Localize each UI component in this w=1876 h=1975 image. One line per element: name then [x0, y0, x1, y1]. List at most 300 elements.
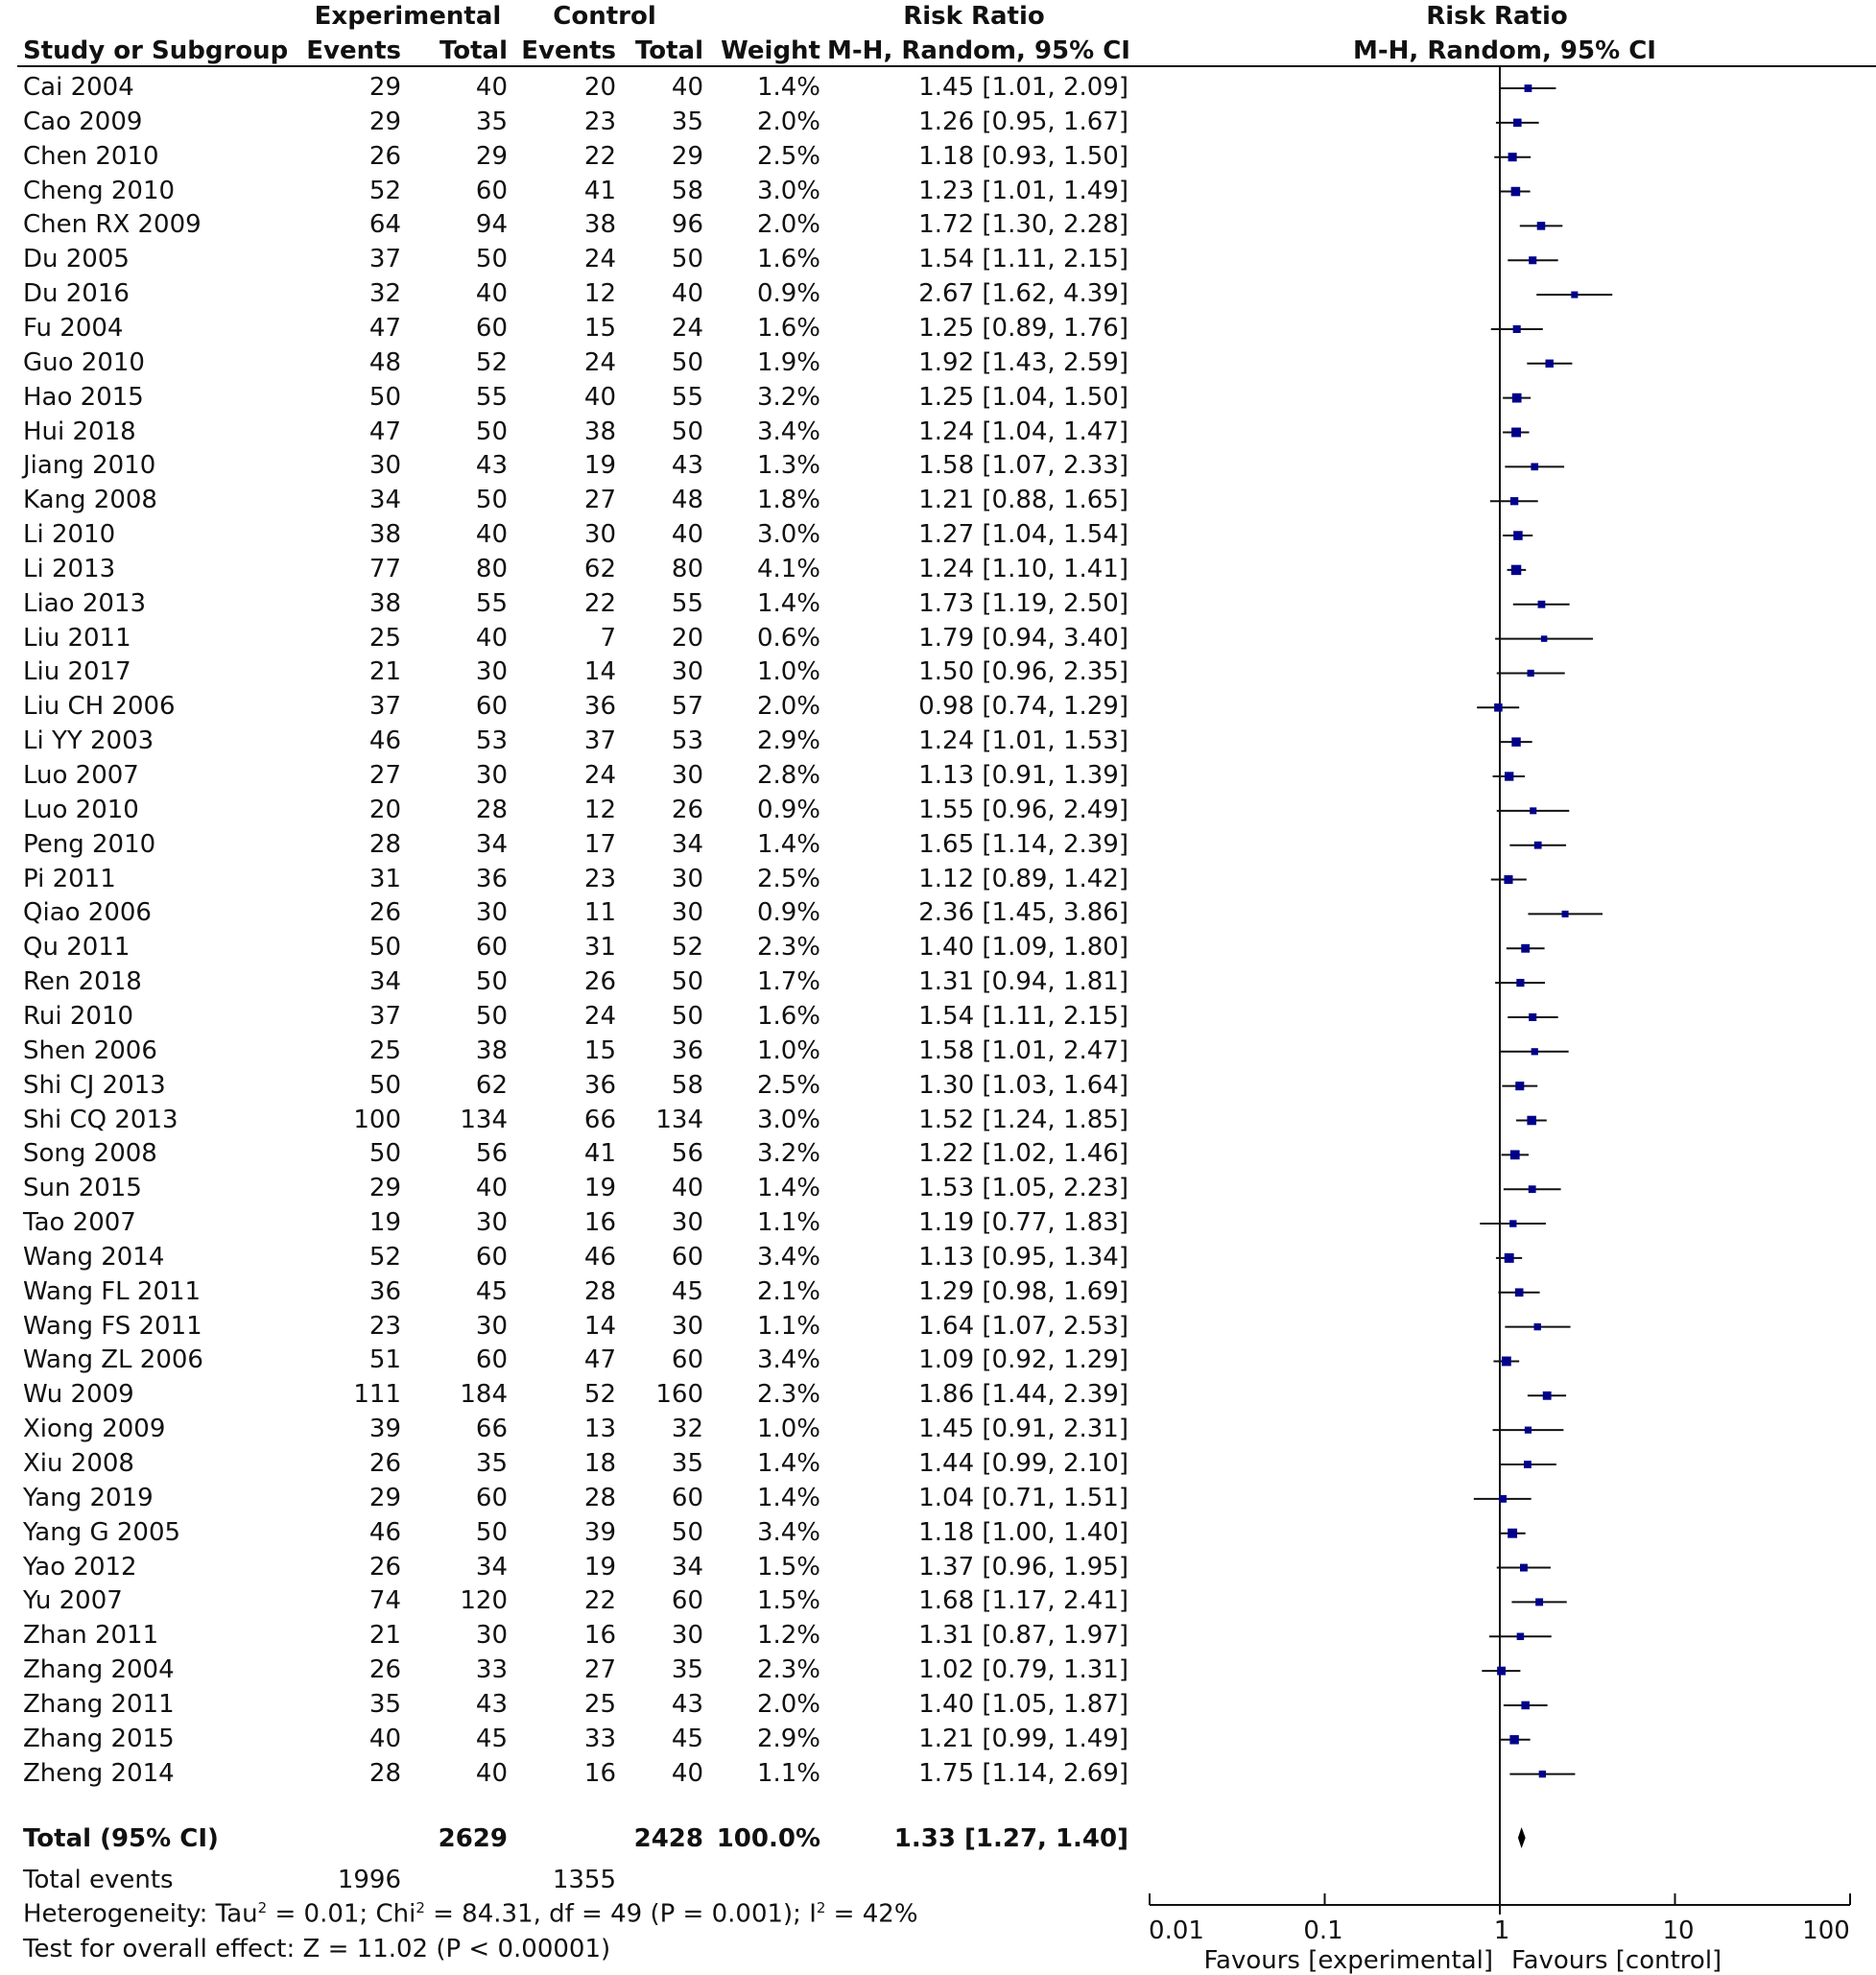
point-estimate-marker	[1539, 1771, 1546, 1777]
exp-total: 40	[475, 520, 508, 550]
ci-text: 1.52 [1.24, 1.85]	[918, 1105, 1128, 1134]
exp-events: 25	[368, 1035, 401, 1065]
exp-events: 35	[368, 1689, 401, 1719]
exp-events: 26	[368, 1655, 401, 1685]
study-name: Fu 2004	[23, 313, 124, 343]
point-estimate-marker	[1499, 1495, 1507, 1503]
ctrl-total: 60	[671, 1586, 703, 1616]
exp-total: 80	[475, 554, 508, 583]
ci-text: 1.29 [0.98, 1.69]	[918, 1276, 1128, 1306]
exp-events: 38	[368, 520, 401, 550]
point-estimate-marker	[1502, 1356, 1511, 1366]
study-name: Pi 2011	[23, 864, 116, 893]
exp-total: 60	[475, 176, 508, 205]
ctrl-events: 20	[583, 73, 616, 102]
ctrl-total: 50	[671, 1001, 703, 1031]
point-estimate-marker	[1508, 1529, 1517, 1538]
total-weight: 100.0%	[716, 1824, 820, 1853]
ci-text: 1.37 [0.96, 1.95]	[918, 1552, 1128, 1582]
ci-text: 1.50 [0.96, 2.35]	[918, 657, 1128, 687]
ctrl-events: 41	[583, 176, 616, 205]
ctrl-events: 12	[583, 795, 616, 824]
weight: 1.9%	[756, 347, 820, 377]
weight: 2.0%	[756, 210, 820, 240]
weight: 3.0%	[756, 176, 820, 205]
study-name: Zhang 2004	[23, 1655, 175, 1685]
ctrl-events: 23	[583, 864, 616, 893]
point-estimate-marker	[1524, 1461, 1532, 1468]
ci-text: 1.25 [0.89, 1.76]	[918, 313, 1128, 343]
ctrl-total: 50	[671, 347, 703, 377]
ctrl-events: 18	[583, 1449, 616, 1478]
ctrl-events: 28	[583, 1276, 616, 1306]
exp-events: 46	[368, 726, 401, 756]
ctrl-events: 36	[583, 1070, 616, 1100]
study-name: Chen RX 2009	[23, 210, 202, 240]
point-estimate-marker	[1527, 1116, 1536, 1126]
weight: 1.2%	[756, 1621, 820, 1651]
total-ci-text: 1.33 [1.27, 1.40]	[893, 1824, 1128, 1853]
tick-label-0.1: 0.1	[1303, 1916, 1343, 1945]
ctrl-events: 24	[583, 761, 616, 790]
study-name: Liu CH 2006	[23, 692, 176, 722]
exp-events: 23	[368, 1311, 401, 1341]
exp-events: 111	[353, 1380, 401, 1410]
total-ctrl-events: 1355	[552, 1866, 616, 1894]
total-exp-events: 1996	[337, 1866, 401, 1894]
exp-total: 28	[475, 795, 508, 824]
study-name: Du 2016	[23, 279, 130, 309]
weight: 1.1%	[756, 1208, 820, 1238]
exp-events-column-header: Events	[306, 36, 401, 65]
study-name: Wu 2009	[23, 1380, 134, 1410]
weight: 2.8%	[756, 761, 820, 790]
exp-events: 100	[353, 1105, 401, 1134]
ctrl-events: 16	[583, 1208, 616, 1238]
ci-text: 1.30 [1.03, 1.64]	[918, 1070, 1128, 1100]
exp-total: 40	[475, 1758, 508, 1788]
ci-text: 1.65 [1.14, 2.39]	[918, 829, 1128, 859]
weight: 2.0%	[756, 107, 820, 136]
ctrl-total: 50	[671, 1517, 703, 1547]
ctrl-total: 43	[671, 451, 703, 481]
weight: 1.6%	[756, 313, 820, 343]
ctrl-total: 34	[671, 829, 703, 859]
point-estimate-marker	[1525, 1427, 1532, 1434]
exp-events: 29	[368, 1483, 401, 1512]
exp-events: 29	[368, 1174, 401, 1203]
point-estimate-marker	[1510, 1150, 1520, 1159]
point-estimate-marker	[1517, 1632, 1525, 1640]
ctrl-events: 26	[583, 967, 616, 997]
ctrl-total: 55	[671, 382, 703, 412]
exp-events: 28	[368, 1758, 401, 1788]
ctrl-events: 62	[583, 554, 616, 583]
ci-text: 1.68 [1.17, 2.41]	[918, 1586, 1128, 1616]
study-name: Wang FS 2011	[23, 1311, 202, 1341]
ctrl-events: 14	[583, 1311, 616, 1341]
ci-text: 1.58 [1.07, 2.33]	[918, 451, 1128, 481]
ci-text: 1.64 [1.07, 2.53]	[918, 1311, 1128, 1341]
study-name: Chen 2010	[23, 141, 159, 171]
exp-total: 50	[475, 245, 508, 274]
ci-text: 1.22 [1.02, 1.46]	[918, 1139, 1128, 1169]
weight-column-header: Weight	[721, 36, 820, 65]
point-estimate-marker	[1537, 222, 1546, 230]
weight: 1.3%	[756, 451, 820, 481]
ctrl-total: 40	[671, 73, 703, 102]
point-estimate-marker	[1534, 842, 1542, 849]
ctrl-total: 80	[671, 554, 703, 583]
exp-events: 48	[368, 347, 401, 377]
risk-ratio-text-header: Risk Ratio	[903, 2, 1045, 31]
point-estimate-marker	[1538, 601, 1546, 608]
ctrl-events: 52	[583, 1380, 616, 1410]
ctrl-total: 36	[671, 1035, 703, 1065]
ctrl-total: 35	[671, 1449, 703, 1478]
weight: 3.2%	[756, 1139, 820, 1169]
exp-events: 40	[368, 1724, 401, 1753]
study-name: Li 2010	[23, 520, 116, 550]
exp-total: 40	[475, 279, 508, 309]
ctrl-total: 40	[671, 1758, 703, 1788]
ctrl-total: 24	[671, 313, 703, 343]
exp-total: 50	[475, 1001, 508, 1031]
weight: 2.1%	[756, 1276, 820, 1306]
point-estimate-marker	[1497, 1667, 1506, 1676]
study-name: Rui 2010	[23, 1001, 134, 1031]
point-estimate-marker	[1511, 187, 1521, 197]
weight: 3.4%	[756, 1517, 820, 1547]
ctrl-total: 53	[671, 726, 703, 756]
ctrl-total: 40	[671, 520, 703, 550]
exp-total: 56	[475, 1139, 508, 1169]
weight: 1.0%	[756, 657, 820, 687]
ctrl-events: 27	[583, 486, 616, 515]
weight: 1.4%	[756, 588, 820, 618]
ctrl-events: 33	[583, 1724, 616, 1753]
weight: 1.0%	[756, 1415, 820, 1444]
point-estimate-marker	[1511, 737, 1520, 746]
exp-total: 40	[475, 623, 508, 653]
exp-total: 35	[475, 107, 508, 136]
ci-text: 1.27 [1.04, 1.54]	[918, 520, 1128, 550]
exp-total: 45	[475, 1276, 508, 1306]
exp-total: 43	[475, 451, 508, 481]
point-estimate-marker	[1532, 1048, 1538, 1055]
exp-total: 30	[475, 1208, 508, 1238]
weight: 2.3%	[756, 933, 820, 963]
ctrl-total: 30	[671, 1311, 703, 1341]
study-name: Liu 2011	[23, 623, 131, 653]
weight: 2.0%	[756, 1689, 820, 1719]
study-name: Ren 2018	[23, 967, 142, 997]
ctrl-total: 40	[671, 1174, 703, 1203]
ctrl-events: 36	[583, 692, 616, 722]
study-name: Luo 2007	[23, 761, 139, 790]
study-name: Yao 2012	[23, 1552, 137, 1582]
weight: 3.2%	[756, 382, 820, 412]
ctrl-total: 35	[671, 107, 703, 136]
exp-events: 29	[368, 107, 401, 136]
ctrl-events: 47	[583, 1345, 616, 1375]
weight: 1.4%	[756, 1174, 820, 1203]
ctrl-total: 35	[671, 1655, 703, 1685]
study-name: Shi CQ 2013	[23, 1105, 178, 1134]
ctrl-total: 60	[671, 1483, 703, 1512]
favours-control-label: Favours [control]	[1511, 1946, 1722, 1975]
ctrl-total: 57	[671, 692, 703, 722]
study-name: Sun 2015	[23, 1174, 142, 1203]
ci-text: 1.55 [0.96, 2.49]	[918, 795, 1128, 824]
weight: 1.8%	[756, 486, 820, 515]
ci-text: 1.12 [0.89, 1.42]	[918, 864, 1128, 893]
exp-events: 27	[368, 761, 401, 790]
exp-total: 36	[475, 864, 508, 893]
study-name: Wang 2014	[23, 1242, 165, 1272]
weight: 1.4%	[756, 829, 820, 859]
exp-total: 50	[475, 967, 508, 997]
experimental-group-header: Experimental	[314, 2, 502, 31]
exp-total: 60	[475, 933, 508, 963]
ctrl-total: 30	[671, 1621, 703, 1651]
ci-text: 1.23 [1.01, 1.49]	[918, 176, 1128, 205]
study-name: Yu 2007	[23, 1586, 123, 1616]
point-estimate-marker	[1528, 670, 1534, 677]
exp-total: 45	[475, 1724, 508, 1753]
ci-text: 1.04 [0.71, 1.51]	[918, 1483, 1128, 1512]
total-ctrl-total: 2428	[633, 1824, 703, 1853]
ci-text: 1.92 [1.43, 2.59]	[918, 347, 1128, 377]
ctrl-events: 46	[583, 1242, 616, 1272]
ci-text: 1.86 [1.44, 2.39]	[918, 1380, 1128, 1410]
weight: 3.0%	[756, 520, 820, 550]
ci-plot-column-header: M-H, Random, 95% CI	[1353, 36, 1656, 65]
ci-text: 1.18 [0.93, 1.50]	[918, 141, 1128, 171]
study-name: Shen 2006	[23, 1035, 157, 1065]
weight: 0.9%	[756, 279, 820, 309]
study-name: Jiang 2010	[23, 451, 156, 481]
ci-text: 1.40 [1.05, 1.87]	[918, 1689, 1128, 1719]
exp-total: 50	[475, 1517, 508, 1547]
point-estimate-marker	[1510, 497, 1518, 505]
exp-events: 52	[368, 176, 401, 205]
exp-events: 26	[368, 1552, 401, 1582]
exp-events: 28	[368, 829, 401, 859]
ctrl-events: 19	[583, 1552, 616, 1582]
exp-total-column-header: Total	[439, 36, 508, 65]
ctrl-events-column-header: Events	[521, 36, 616, 65]
ctrl-total: 96	[671, 210, 703, 240]
weight: 0.9%	[756, 795, 820, 824]
weight: 2.5%	[756, 141, 820, 171]
exp-events: 64	[368, 210, 401, 240]
exp-events: 51	[368, 1345, 401, 1375]
exp-events: 52	[368, 1242, 401, 1272]
exp-total: 184	[460, 1380, 508, 1410]
point-estimate-marker	[1513, 531, 1523, 540]
ctrl-total: 58	[671, 1070, 703, 1100]
point-estimate-marker	[1508, 153, 1517, 161]
study-name: Zheng 2014	[23, 1758, 175, 1788]
weight: 3.0%	[756, 1105, 820, 1134]
point-estimate-marker	[1530, 807, 1536, 814]
exp-events: 37	[368, 1001, 401, 1031]
exp-total: 60	[475, 692, 508, 722]
tick-label-10: 10	[1662, 1916, 1695, 1945]
ctrl-total: 60	[671, 1242, 703, 1272]
exp-events: 34	[368, 967, 401, 997]
tick-label-0.01: 0.01	[1149, 1916, 1204, 1945]
ctrl-total: 30	[671, 761, 703, 790]
ctrl-total: 30	[671, 657, 703, 687]
ci-text: 2.67 [1.62, 4.39]	[918, 279, 1128, 309]
ctrl-total: 43	[671, 1689, 703, 1719]
ctrl-events: 66	[583, 1105, 616, 1134]
exp-total: 60	[475, 1242, 508, 1272]
exp-events: 47	[368, 313, 401, 343]
study-name: Li 2013	[23, 554, 116, 583]
ci-text: 1.13 [0.95, 1.34]	[918, 1242, 1128, 1272]
point-estimate-marker	[1529, 1185, 1536, 1193]
point-estimate-marker	[1529, 256, 1536, 264]
point-estimate-marker	[1535, 1598, 1543, 1606]
exp-total: 94	[475, 210, 508, 240]
ctrl-total: 50	[671, 416, 703, 446]
weight: 1.4%	[756, 1449, 820, 1478]
weight: 1.7%	[756, 967, 820, 997]
ci-text: 1.54 [1.11, 2.15]	[918, 1001, 1128, 1031]
ctrl-total-column-header: Total	[634, 36, 703, 65]
weight: 3.4%	[756, 1345, 820, 1375]
exp-total: 134	[460, 1105, 508, 1134]
weight: 2.3%	[756, 1380, 820, 1410]
exp-events: 47	[368, 416, 401, 446]
study-name: Wang FL 2011	[23, 1276, 202, 1306]
ctrl-events: 16	[583, 1621, 616, 1651]
exp-events: 50	[368, 382, 401, 412]
ci-text: 1.72 [1.30, 2.28]	[918, 210, 1128, 240]
exp-events: 39	[368, 1415, 401, 1444]
study-name: Kang 2008	[23, 486, 157, 515]
ci-text: 1.40 [1.09, 1.80]	[918, 933, 1128, 963]
study-name: Hui 2018	[23, 416, 136, 446]
ctrl-total: 40	[671, 279, 703, 309]
ctrl-events: 38	[583, 416, 616, 446]
tick-label-1: 1	[1493, 1916, 1510, 1945]
ctrl-events: 17	[583, 829, 616, 859]
weight: 1.0%	[756, 1035, 820, 1065]
point-estimate-marker	[1515, 1288, 1524, 1297]
total-exp-total: 2629	[438, 1824, 508, 1853]
exp-events: 25	[368, 623, 401, 653]
exp-events: 21	[368, 657, 401, 687]
weight: 0.9%	[756, 898, 820, 928]
ctrl-total: 34	[671, 1552, 703, 1582]
exp-events: 21	[368, 1621, 401, 1651]
exp-events: 74	[368, 1586, 401, 1616]
weight: 4.1%	[756, 554, 820, 583]
ci-text: 1.13 [0.91, 1.39]	[918, 761, 1128, 790]
exp-events: 26	[368, 141, 401, 171]
study-name: Du 2005	[23, 245, 130, 274]
exp-events: 37	[368, 245, 401, 274]
ctrl-total: 134	[655, 1105, 703, 1134]
weight: 2.0%	[756, 692, 820, 722]
exp-events: 34	[368, 486, 401, 515]
pooled-diamond	[1518, 1827, 1526, 1848]
study-name: Tao 2007	[23, 1208, 136, 1238]
point-estimate-marker	[1531, 464, 1538, 471]
ctrl-events: 16	[583, 1758, 616, 1788]
exp-total: 43	[475, 1689, 508, 1719]
exp-total: 60	[475, 1345, 508, 1375]
study-name: Hao 2015	[23, 382, 144, 412]
point-estimate-marker	[1511, 428, 1521, 438]
exp-events: 46	[368, 1517, 401, 1547]
weight: 1.6%	[756, 1001, 820, 1031]
ctrl-total: 50	[671, 967, 703, 997]
exp-total: 38	[475, 1035, 508, 1065]
ctrl-total: 160	[655, 1380, 703, 1410]
ci-text: 0.98 [0.74, 1.29]	[918, 692, 1128, 722]
point-estimate-marker	[1511, 565, 1521, 575]
point-estimate-marker	[1571, 292, 1578, 298]
exp-total: 55	[475, 382, 508, 412]
ctrl-events: 7	[600, 623, 616, 653]
study-name: Cheng 2010	[23, 176, 176, 205]
ci-text: 1.75 [1.14, 2.69]	[918, 1758, 1128, 1788]
ci-text: 1.02 [0.79, 1.31]	[918, 1655, 1128, 1685]
point-estimate-marker	[1505, 1253, 1514, 1263]
ctrl-events: 30	[583, 520, 616, 550]
ci-text: 1.24 [1.04, 1.47]	[918, 416, 1128, 446]
weight: 1.5%	[756, 1586, 820, 1616]
ci-text: 1.44 [0.99, 2.10]	[918, 1449, 1128, 1478]
ci-text: 1.25 [1.04, 1.50]	[918, 382, 1128, 412]
ctrl-events: 38	[583, 210, 616, 240]
ctrl-total: 45	[671, 1276, 703, 1306]
study-name: Wang ZL 2006	[23, 1345, 203, 1375]
ci-text: 1.45 [0.91, 2.31]	[918, 1415, 1128, 1444]
ci-text: 1.09 [0.92, 1.29]	[918, 1345, 1128, 1375]
ctrl-events: 15	[583, 1035, 616, 1065]
exp-events: 26	[368, 1449, 401, 1478]
ctrl-total: 32	[671, 1415, 703, 1444]
point-estimate-marker	[1543, 1392, 1552, 1400]
ctrl-events: 24	[583, 347, 616, 377]
ci-text: 1.19 [0.77, 1.83]	[918, 1208, 1128, 1238]
point-estimate-marker	[1512, 393, 1522, 403]
ctrl-events: 24	[583, 1001, 616, 1031]
exp-total: 34	[475, 1552, 508, 1582]
exp-events: 50	[368, 933, 401, 963]
weight: 1.1%	[756, 1758, 820, 1788]
ci-text: 1.31 [0.87, 1.97]	[918, 1621, 1128, 1651]
study-name: Xiu 2008	[23, 1449, 134, 1478]
ci-text: 1.21 [0.88, 1.65]	[918, 486, 1128, 515]
weight: 2.5%	[756, 1070, 820, 1100]
exp-events: 32	[368, 279, 401, 309]
point-estimate-marker	[1562, 911, 1569, 917]
ctrl-total: 55	[671, 588, 703, 618]
exp-events: 50	[368, 1070, 401, 1100]
ctrl-events: 39	[583, 1517, 616, 1547]
study-name: Liao 2013	[23, 588, 146, 618]
ctrl-events: 22	[583, 588, 616, 618]
ctrl-total: 48	[671, 486, 703, 515]
ctrl-total: 29	[671, 141, 703, 171]
